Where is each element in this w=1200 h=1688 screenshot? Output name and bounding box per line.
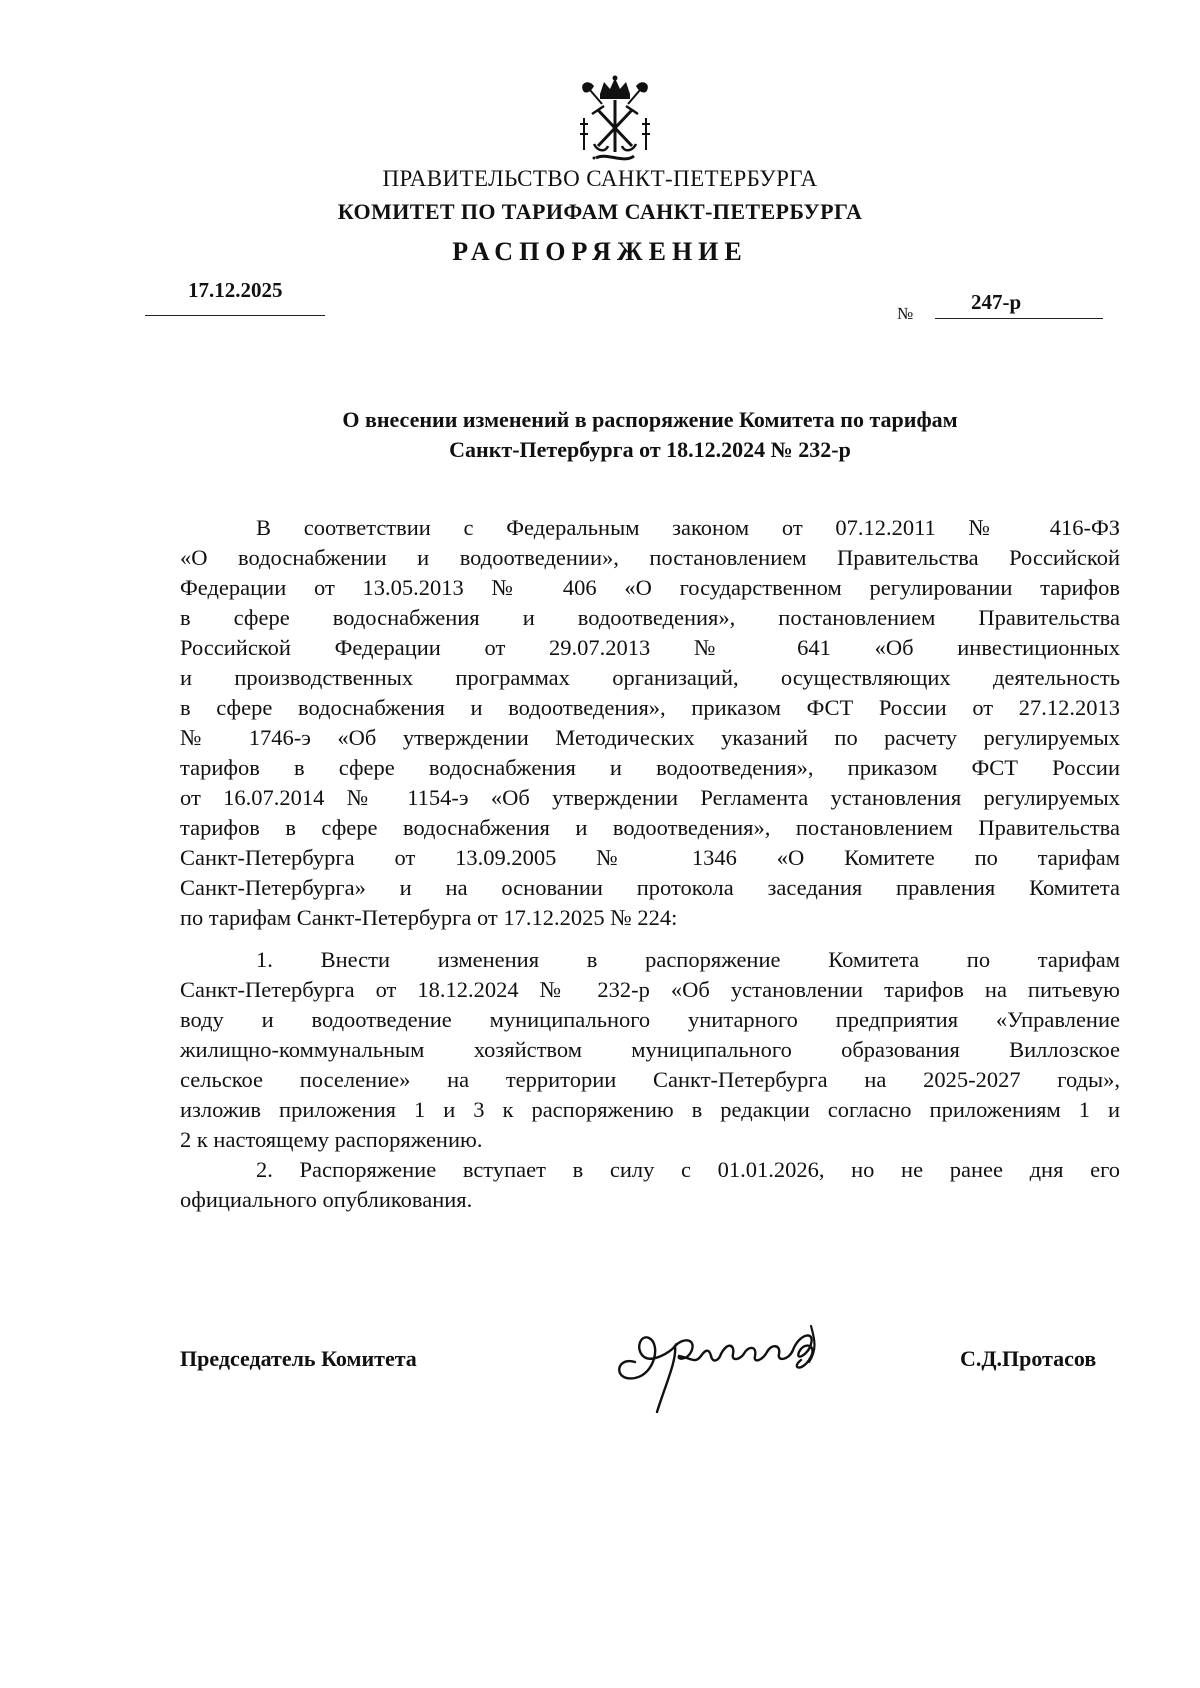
document-number: 247-р — [971, 290, 1022, 314]
item-1-line: жилищно-коммунальным хозяйством муниципального образования Виллозское — [180, 1037, 1120, 1062]
document-date: 17.12.2025 — [188, 278, 283, 302]
preamble-line: Санкт-Петербурга от 13.09.2005 № 1346 «О Комитете по тарифам — [180, 845, 1120, 870]
item-1-line: 1. Внести изменения в распоряжение Комитета по тарифам — [256, 947, 1120, 972]
document-subject — [180, 405, 1120, 465]
handwritten-signature — [605, 1316, 865, 1426]
preamble-line: тарифов в сфере водоснабжения и водоотведения», приказом ФСТ России — [180, 755, 1120, 780]
government-name: ПРАВИТЕЛЬСТВО САНКТ-ПЕТЕРБУРГА — [382, 166, 818, 191]
item-1-line: воду и водоотведение муниципального унитарного предприятия «Управление — [180, 1007, 1120, 1032]
preamble-line: и производственных программах организаций, осуществляющих деятельность — [180, 665, 1120, 690]
item-1-line: изложив приложения 1 и 3 к распоряжению в редакции согласно приложениям 1 и — [180, 1097, 1120, 1122]
preamble-line: в сфере водоснабжения и водоотведения», приказом ФСТ России от 27.12.2013 — [180, 695, 1120, 720]
date-underline — [145, 315, 325, 316]
subject-line: Санкт-Петербурга от 18.12.2024 № 232-р — [449, 437, 851, 462]
signer-name: С.Д.Протасов — [960, 1346, 1097, 1371]
signer-title: Председатель Комитета — [180, 1346, 417, 1371]
preamble-line: Санкт-Петербурга» и на основании протокола заседания правления Комитета — [180, 875, 1120, 900]
preamble-line: тарифов в сфере водоснабжения и водоотведения», постановлением Правительства — [180, 815, 1120, 840]
document-type: РАСПОРЯЖЕНИЕ — [452, 237, 748, 266]
preamble-line: Федерации от 13.05.2013 № 406 «О государственном регулировании тарифов — [180, 575, 1120, 600]
preamble-line: от 16.07.2014 № 1154-э «Об утверждении Регламента установления регулируемых — [180, 785, 1120, 810]
item-1-line: Санкт-Петербурга от 18.12.2024 № 232-р «Об установлении тарифов на питьевую — [180, 977, 1120, 1002]
item-1-line: сельское поселение» на территории Санкт-Петербурга на 2025-2027 годы», — [180, 1067, 1120, 1092]
preamble-line: по тарифам Санкт-Петербурга от 17.12.2025 № 224: — [180, 905, 678, 930]
subject-line: О внесении изменений в распоряжение Комитета по тарифам — [342, 407, 958, 432]
item-1-line: 2 к настоящему распоряжению. — [180, 1127, 483, 1152]
document-body — [180, 513, 1120, 1215]
preamble-line: в сфере водоснабжения и водоотведения», постановлением Правительства — [180, 605, 1120, 630]
item-2-line: 2. Распоряжение вступает в силу с 01.01.2026, но не ранее дня его — [256, 1157, 1120, 1182]
coat-of-arms-icon — [570, 74, 660, 166]
preamble-line: Российской Федерации от 29.07.2013 № 641 «Об инвестиционных — [180, 635, 1120, 660]
number-label: № — [897, 304, 914, 323]
committee-name: КОМИТЕТ ПО ТАРИФАМ САНКТ-ПЕТЕРБУРГА — [337, 199, 863, 224]
item-2-line: официального опубликования. — [180, 1187, 473, 1212]
preamble-line: № 1746-э «Об утверждении Методических указаний по расчету регулируемых — [180, 725, 1120, 750]
preamble-line: В соответствии с Федеральным законом от 07.12.2011 № 416-ФЗ — [256, 515, 1120, 540]
preamble-line: «О водоснабжении и водоотведении», постановлением Правительства Российской — [180, 545, 1120, 570]
number-underline — [935, 318, 1103, 319]
